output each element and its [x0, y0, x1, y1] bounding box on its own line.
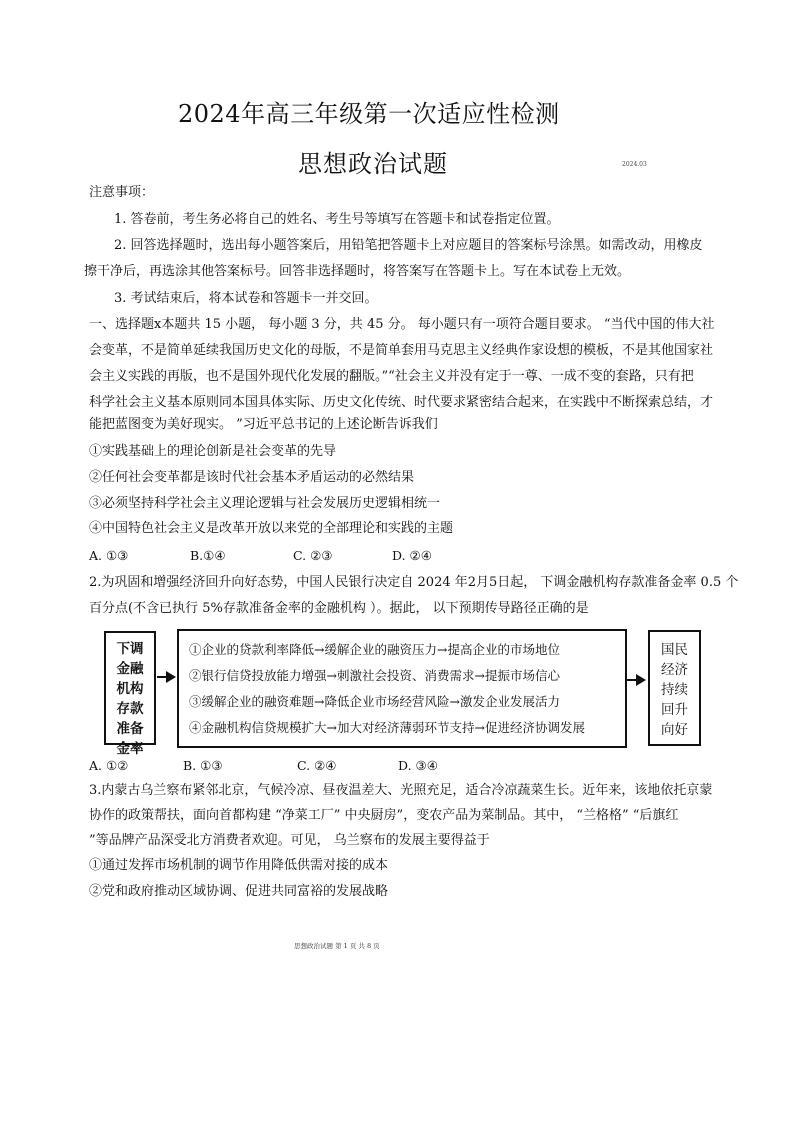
diagram-center-box [177, 629, 627, 748]
q1-option-a: A. ①③ [89, 548, 129, 563]
left-box-line: 下调 [116, 641, 144, 657]
right-box-line: 经济 [661, 662, 688, 678]
q3-line-3: ”等品牌产品深受北方消费者欢迎。可见， 乌兰察布的发展主要得益于 [89, 833, 490, 848]
notice-item-2a: 2. 回答选择题时，选出每小题答案后，用铅笔把答题卡上对应题目的答案标号涂黑。如需改动，用橡皮 [114, 238, 703, 253]
exam-title: 2024年高三年级第一次适应性检测 [178, 100, 560, 128]
q1-line-5: 能把蓝图变为美好现实。 ”习近平总书记的上述论断告诉我们 [89, 417, 438, 432]
q1-line-1: 一、选择题x本题共 15 小题， 每小题 3 分，共 45 分。 每小题只有一项符合题目要求。 “当代中国的伟大社 [89, 317, 715, 332]
left-box-line: 机构 [116, 681, 144, 697]
left-box-line: 金率 [116, 741, 144, 757]
notice-item-3: 3. 考试结束后，将本试卷和答题卡一并交回。 [114, 291, 378, 306]
page-footer: 思想政治试题 第 1 页 共 8 页 [294, 942, 380, 950]
q3-statement-1: ①通过发挥市场机制的调节作用降低供需对接的成本 [89, 858, 389, 873]
q2-option-d: D. ③④ [398, 758, 438, 773]
q2-option-a: A. ①② [89, 758, 129, 773]
right-box-line: 回升 [661, 702, 688, 718]
q1-statement-1: ①实践基础上的理论创新是社会变革的先导 [89, 444, 337, 459]
notice-item-2b: 擦干净后，再选涂其他答案标号。回答非选择题时，将答案写在答题卡上。写在本试卷上无效。 [84, 264, 631, 279]
right-box-line: 向好 [661, 722, 688, 738]
q2-line-1: 2.为巩固和增强经济回升向好态势，中国人民银行决定自 2024 年2月5日起， 下调金融机构存款准备金率 0.5 个 [89, 575, 739, 590]
q1-line-4: 科学社会主义基本原则同本国具体实际、历史文化传统、时代要求紧密结合起来，在实践中不断探索总结，才 [89, 395, 714, 410]
q1-statement-3: ③必须坚持科学社会主义理论逻辑与社会发展历史逻辑相统一 [89, 496, 441, 511]
left-box-line: 金融 [116, 661, 144, 677]
chain-4: ④金融机构信贷规模扩大→加大对经济薄弱环节支持→促进经济协调发展 [189, 720, 585, 735]
diagram-left-box [104, 631, 156, 757]
q1-option-d: D. ②④ [392, 548, 432, 563]
diagram-right-box [648, 630, 701, 746]
q1-line-3: 会主义实践的再版，也不是国外现代化发展的翻版。”“社会主义并没有定于一尊、一成不变的套路，只有把 [89, 369, 694, 384]
exam-date: 2024.03 [622, 161, 647, 168]
notice-item-1: 1. 答卷前，考生务必将自己的姓名、考生号等填写在答题卡和试卷指定位置。 [114, 212, 560, 227]
q2-option-b: B. ①③ [183, 758, 223, 773]
q1-option-c: C. ②③ [293, 548, 333, 563]
right-box-line: 持续 [661, 682, 688, 698]
q1-line-2: 会变革，不是简单延续我国历史文化的母版，不是简单套用马克思主义经典作家设想的模板，不是其他国家社 [89, 343, 714, 358]
left-box-line: 准备 [116, 721, 144, 737]
q1-option-b: B.①④ [190, 548, 226, 563]
subject-title: 思想政治试题 [298, 150, 448, 178]
chain-2: ②银行信贷投放能力增强→刺激社会投资、消费需求→提振市场信心 [189, 668, 560, 683]
q3-line-1: 3.内蒙古乌兰察布紧邻北京，气候冷凉、昼夜温差大、光照充足，适合冷凉蔬菜生长。近年来，该地依托京蒙 [89, 783, 713, 798]
chain-3: ③缓解企业的融资难题→降低企业市场经营风险→激发企业发展活力 [189, 694, 560, 709]
q3-line-2: 协作的政策帮扶，面向首都构建 “净菜工厂” 中央厨房”，变农产品为菜制品。其中， “兰格格” “后旗红 [89, 808, 679, 823]
notice-heading: 注意事项： [89, 185, 155, 200]
q2-option-c: C. ②④ [297, 758, 337, 773]
chain-1: ①企业的贷款利率降低→缓解企业的融资压力→提高企业的市场地位 [189, 642, 560, 657]
q1-statement-2: ②任何社会变革都是该时代社会基本矛盾运动的必然结果 [89, 470, 415, 485]
arrow-right-icon [636, 674, 646, 686]
right-box-line: 国民 [661, 642, 688, 658]
q2-line-2: 百分点(不含已执行 5%存款准备金率的金融机构 ）。据此， 以下预期传导路径正确的是 [89, 601, 589, 616]
arrow-right-icon [166, 671, 176, 683]
q1-statement-4: ④中国特色社会主义是改革开放以来党的全部理论和实践的主题 [89, 521, 454, 536]
left-box-line: 存款 [116, 701, 144, 717]
q3-statement-2: ②党和政府推动区域协调、促进共同富裕的发展战略 [89, 884, 389, 899]
